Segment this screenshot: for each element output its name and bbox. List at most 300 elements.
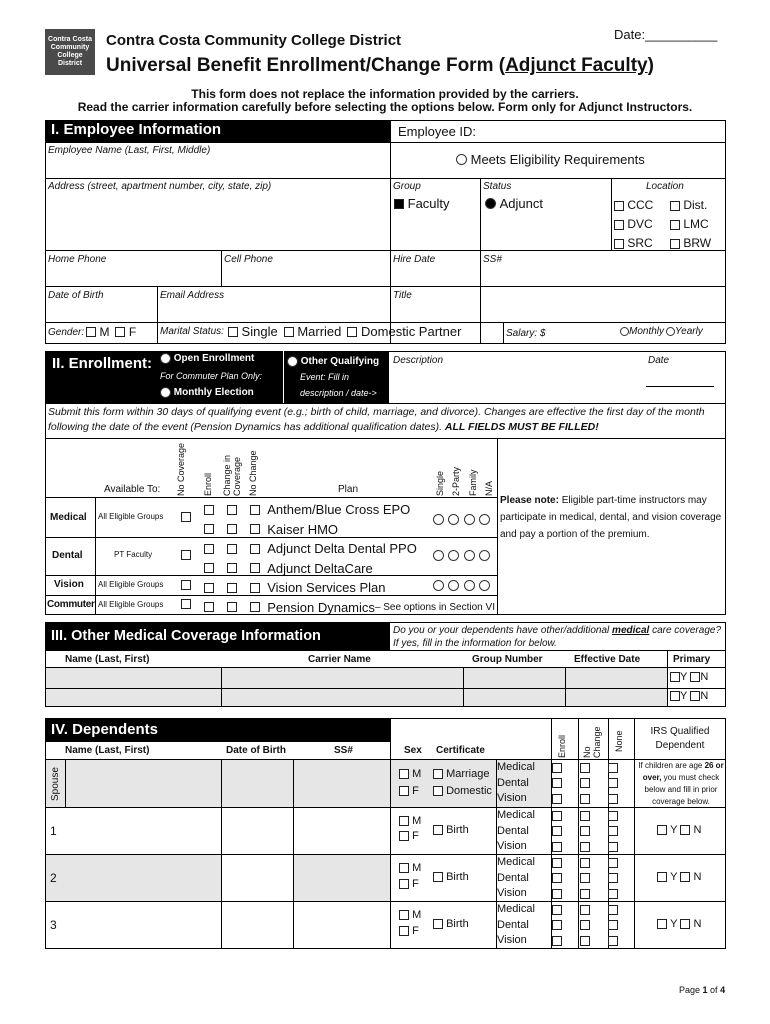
question-underlined: medical [612, 625, 650, 636]
sec3-row-2[interactable] [46, 689, 667, 706]
pension-change-checkbox[interactable] [227, 602, 237, 612]
dental-category: Dental [52, 550, 83, 561]
pension-plan-label: Pension Dynamics [267, 599, 375, 615]
dep2-sex-f [399, 878, 419, 890]
monthly-election-radio[interactable] [160, 387, 171, 398]
dental-no-coverage-checkbox[interactable] [181, 550, 191, 560]
question-part-1: Do you or your dependents have other/additional [393, 625, 613, 636]
sec3-row1-n-checkbox[interactable] [690, 672, 700, 682]
dep1-cert-birth [433, 824, 469, 836]
dependent-2-row[interactable] [46, 855, 221, 901]
medical-label: Medical [497, 809, 535, 821]
vision-2party-radio[interactable] [448, 580, 459, 591]
location-ccc[interactable] [614, 196, 670, 215]
single-label: Single [241, 324, 278, 339]
delta-ppo-enroll-checkbox[interactable] [204, 544, 214, 554]
dep2-vision-enroll[interactable] [552, 889, 562, 899]
married-label: Married [297, 324, 342, 339]
title-main: Universal Benefit Enrollment/Change Form ( [106, 55, 506, 76]
dental-label: Dental [497, 871, 529, 884]
dep1-medical-none[interactable] [608, 811, 618, 821]
group-label: Group [393, 181, 421, 192]
section-2-title: II. Enrollment: [52, 355, 153, 372]
vision-label: Vision [497, 792, 527, 804]
plan-row-pension [204, 598, 495, 618]
spouse-note [637, 760, 725, 808]
faculty-label: Faculty [407, 196, 450, 211]
col-no-coverage: No Coverage [176, 442, 186, 496]
dep3-sex-f [399, 925, 419, 937]
address-label: Address (street, apartment number, city, state, zip) [48, 181, 272, 192]
dep1-dental-none[interactable] [608, 826, 618, 836]
eligibility-radio[interactable] [456, 154, 467, 165]
marriage-checkbox[interactable] [433, 769, 443, 779]
birth-label: Birth [446, 871, 469, 883]
dep3-f-checkbox[interactable] [399, 926, 409, 936]
dep2-irs-n[interactable] [680, 872, 690, 882]
section-4-title: IV. Dependents [45, 718, 391, 742]
vision-no-coverage-checkbox[interactable] [181, 580, 191, 590]
gender-f-label: F [128, 325, 137, 339]
vision-enroll-checkbox[interactable] [204, 583, 214, 593]
submit-text: Submit this form within 30 days of qualifying event (e.g.; birth of child, marriage, and divorce). Changes are effective the first day of the month following the date of the event (Pension Dynamics has additional qualification dates). [48, 406, 705, 433]
gender-f-checkbox[interactable] [115, 327, 125, 337]
section-1-title: I. Employee Information [45, 120, 391, 142]
spouse-vision-nochange[interactable] [580, 794, 590, 804]
dep2-dental-none[interactable] [608, 873, 618, 883]
anthem-plan-label: Anthem/Blue Cross EPO [267, 502, 411, 517]
dep3-m-checkbox[interactable] [399, 910, 409, 920]
src-checkbox[interactable] [614, 239, 624, 249]
spouse-cert-marriage [433, 768, 489, 780]
f-label: F [412, 878, 419, 890]
deltacare-no-change-checkbox[interactable] [250, 563, 260, 573]
anthem-family-radio[interactable] [464, 514, 475, 525]
vision-category: Vision [54, 579, 84, 590]
vision-label: Vision [497, 934, 527, 946]
medical-label: Medical [497, 903, 535, 915]
domestic-cert-checkbox[interactable] [433, 786, 443, 796]
dob-label: Date of Birth [48, 290, 104, 301]
f-label: F [412, 830, 419, 842]
sec4-col-none: None [614, 730, 624, 752]
dep3-irs-n[interactable] [680, 919, 690, 929]
title-underlined: Adjunct Faculty [505, 55, 648, 76]
adjunct-label: Adjunct [499, 196, 543, 211]
dep2-irs-y[interactable] [657, 872, 667, 882]
dep1-medical-enroll[interactable] [552, 811, 562, 821]
n-label: N [700, 690, 709, 702]
lmc-checkbox[interactable] [670, 220, 680, 230]
delta-2party-radio[interactable] [448, 550, 459, 561]
sec4-col-no-change: No Change [582, 726, 602, 758]
vision-label: Vision [497, 887, 527, 899]
status-label: Status [483, 181, 512, 192]
eligibility-option[interactable] [456, 152, 645, 167]
col-2party: 2-Party [451, 466, 461, 496]
medical-available: All Eligible Groups [98, 512, 164, 521]
gender-m-checkbox[interactable] [86, 327, 96, 337]
section-3-title: III. Other Medical Coverage Information [45, 622, 390, 650]
gender-m-label: M [99, 325, 110, 339]
delta-family-radio[interactable] [464, 550, 475, 561]
col-no-change: No Change [248, 450, 258, 496]
anthem-no-change-checkbox[interactable] [250, 505, 260, 515]
dep2-dental-enroll[interactable] [552, 873, 562, 883]
dental-label: Dental [497, 776, 529, 789]
coverage-radios [433, 510, 490, 530]
dep3-vision-enroll[interactable] [552, 936, 562, 946]
available-to-header: Available To: [104, 484, 161, 495]
spouse-dental-none[interactable] [608, 778, 618, 788]
page-total: 4 [720, 985, 726, 995]
sec4-col-enroll: Enroll [557, 734, 567, 758]
monthly-election-option[interactable] [160, 387, 254, 398]
adjunct-radio[interactable] [485, 198, 496, 209]
brw-label: BRW [683, 236, 712, 250]
y-label: Y [680, 690, 688, 702]
spouse-dental-enroll[interactable] [552, 778, 562, 788]
dvc-label: DVC [627, 217, 653, 231]
dep3-dental-enroll[interactable] [552, 920, 562, 930]
dep1-m-checkbox[interactable] [399, 816, 409, 826]
spouse-vision-none[interactable] [608, 794, 618, 804]
domestic-label: Domestic Partner [361, 324, 462, 339]
dep1-medical-nochange[interactable] [580, 811, 590, 821]
marital-label: Marital Status: [160, 326, 224, 337]
other-qualifying-option[interactable] [287, 356, 379, 367]
location-label: Location [646, 181, 684, 192]
kaiser-plan-label: Kaiser HMO [267, 521, 339, 537]
pension-note: – See options in Section VI [374, 601, 495, 613]
location-dvc[interactable] [614, 215, 670, 234]
dep1-sex-f [399, 830, 419, 842]
note-bold: Please note: [500, 495, 559, 506]
commuter-no-coverage-checkbox[interactable] [181, 599, 191, 609]
commuter-only-note: For Commuter Plan Only: [160, 371, 263, 381]
note-text: Eligible part-time instructors may participate in medical, dental, and vision coverage and pay a portion of the premium. [500, 495, 722, 540]
dep2-dental-nochange[interactable] [580, 873, 590, 883]
dep1-vision-enroll[interactable] [552, 842, 562, 852]
y-label: Y [670, 918, 678, 930]
sec3-col-name: Name (Last, First) [65, 654, 150, 665]
sec3-row1-y-checkbox[interactable] [670, 672, 680, 682]
vision-plan-label: Vision Services Plan [267, 580, 386, 595]
monthly-election-label: Monthly Election [173, 387, 254, 398]
dependent-3-number: 3 [50, 918, 57, 932]
dep2-medical-none[interactable] [608, 858, 618, 868]
title-label: Title [393, 290, 412, 301]
dep1-vision-nochange[interactable] [580, 842, 590, 852]
col-single: Single [435, 470, 445, 496]
page-of: of [707, 985, 721, 995]
dep3-medical-none[interactable] [608, 905, 618, 915]
kaiser-enroll-checkbox[interactable] [204, 524, 214, 534]
email-label: Email Address [160, 290, 225, 301]
sec3-primary-1 [670, 671, 708, 683]
section-3-question [393, 624, 723, 650]
col-change: Change in Coverage [222, 454, 242, 496]
col-plan: Plan [338, 484, 359, 495]
sec3-row2-n-checkbox[interactable] [690, 691, 700, 701]
dep2-f-checkbox[interactable] [399, 879, 409, 889]
date-label: Date [648, 355, 670, 366]
sec3-primary-2 [670, 690, 708, 702]
col-na: N/A [484, 480, 494, 496]
m-label: M [412, 815, 422, 827]
delta-ppo-change-checkbox[interactable] [227, 544, 237, 554]
logo-line-1: Contra Costa [48, 36, 92, 43]
dep3-cert-birth [433, 918, 469, 930]
dep3-medical-nochange[interactable] [580, 905, 590, 915]
dep3-birth-checkbox[interactable] [433, 919, 443, 929]
dep1-irs-n[interactable] [680, 825, 690, 835]
y-label: Y [680, 671, 688, 683]
spouse-cert-domestic [433, 785, 492, 797]
form-title [106, 55, 654, 77]
location-grid [614, 196, 724, 253]
spouse-medical-enroll[interactable] [552, 763, 562, 773]
yearly-label: Yearly [675, 326, 703, 337]
sec4-col-name: Name (Last, First) [65, 745, 150, 756]
salary-label: Salary: $ [506, 328, 546, 339]
dep3-coverage [497, 902, 618, 949]
note-c: you must check below and fill in prior coverage below. [644, 773, 720, 806]
employee-name-label: Employee Name (Last, First, Middle) [48, 145, 211, 156]
dep2-vision-none[interactable] [608, 889, 618, 899]
page-label: Page [679, 985, 703, 995]
dental-label: Dental [497, 824, 529, 837]
note-b: 26 or over, [642, 761, 724, 782]
spouse-label: Spouse [50, 767, 61, 801]
sec3-row-1[interactable] [46, 668, 667, 688]
domestic-checkbox[interactable] [347, 327, 357, 337]
notice-line-2: Read the carrier information carefully before selecting the options below. Form only for Adjunct Instructors. [77, 100, 693, 114]
dep1-dental-nochange[interactable] [580, 826, 590, 836]
dep2-medical-nochange[interactable] [580, 858, 590, 868]
married-checkbox[interactable] [284, 327, 294, 337]
ccc-label: CCC [627, 198, 654, 212]
dep2-sex-m [399, 862, 421, 874]
commuter-available: All Eligible Groups [98, 600, 164, 609]
delta-na-radio[interactable] [479, 550, 490, 561]
dep1-vision-none[interactable] [608, 842, 618, 852]
org-name: Contra Costa Community College District [106, 32, 402, 49]
spouse-m-checkbox[interactable] [399, 769, 409, 779]
dep2-medical-enroll[interactable] [552, 858, 562, 868]
src-label: SRC [627, 236, 653, 250]
dep3-vision-none[interactable] [608, 936, 618, 946]
sec3-col-primary: Primary [673, 654, 711, 665]
vision-coverage [433, 577, 490, 595]
medical-no-coverage-checkbox[interactable] [181, 512, 191, 522]
single-checkbox[interactable] [228, 327, 238, 337]
eligibility-label: Meets Eligibility Requirements [470, 152, 645, 167]
date-field[interactable]: Date:__________ [614, 27, 718, 42]
marriage-label: Marriage [446, 768, 490, 780]
sec3-col-carrier: Carrier Name [308, 654, 371, 665]
spouse-medical-none[interactable] [608, 763, 618, 773]
brw-checkbox[interactable] [670, 239, 680, 249]
n-label: N [700, 671, 709, 683]
dep1-dental-enroll[interactable] [552, 826, 562, 836]
dental-label: Dental [497, 918, 529, 931]
vision-available: All Eligible Groups [98, 580, 164, 589]
logo-line-2: Community [50, 44, 90, 51]
deltacare-enroll-checkbox[interactable] [204, 563, 214, 573]
dependent-2-number: 2 [50, 871, 57, 885]
spouse-medical-nochange[interactable] [580, 763, 590, 773]
vision-change-checkbox[interactable] [227, 583, 237, 593]
other-qualifying-label: Other Qualifying [300, 356, 380, 367]
dep2-birth-checkbox[interactable] [433, 872, 443, 882]
sec4-col-irs: IRS Qualified Dependent [650, 726, 710, 751]
marital-row [160, 324, 461, 339]
delta-ppo-no-change-checkbox[interactable] [250, 544, 260, 554]
col-enroll: Enroll [203, 472, 213, 496]
dep3-dental-nochange[interactable] [580, 920, 590, 930]
ssn-label: SS# [483, 254, 502, 265]
dep2-vision-nochange[interactable] [580, 889, 590, 899]
vision-label: Vision [497, 840, 527, 852]
medical-category: Medical [50, 512, 87, 523]
lmc-label: LMC [683, 217, 709, 231]
dvc-checkbox[interactable] [614, 220, 624, 230]
description-label: Description [393, 355, 444, 366]
monthly-label: Monthly [629, 326, 665, 337]
dist-checkbox[interactable] [670, 201, 680, 211]
home-phone-label: Home Phone [48, 254, 107, 265]
anthem-single-radio[interactable] [433, 514, 444, 525]
sec3-col-effective: Effective Date [574, 654, 641, 665]
col-family: Family [468, 469, 478, 496]
birth-label: Birth [446, 918, 469, 930]
n-label: N [693, 871, 702, 883]
dep3-irs [657, 918, 701, 930]
vision-family-radio[interactable] [464, 580, 475, 591]
vision-single-radio[interactable] [433, 580, 444, 591]
sec3-col-group: Group Number [472, 654, 543, 665]
dep1-irs [657, 824, 701, 836]
dep3-dental-none[interactable] [608, 920, 618, 930]
commuter-category: Commuter [47, 599, 95, 610]
dep2-cert-birth [433, 871, 469, 883]
m-label: M [412, 862, 422, 874]
open-enrollment-radio[interactable] [160, 353, 171, 364]
pension-enroll-checkbox[interactable] [204, 602, 214, 612]
deltacare-change-checkbox[interactable] [227, 563, 237, 573]
y-label: Y [670, 824, 678, 836]
dep3-irs-y[interactable] [657, 919, 667, 929]
domestic-cert-label: Domestic [446, 785, 492, 797]
status-adjunct[interactable] [485, 196, 543, 211]
dep2-coverage [497, 855, 618, 902]
note-a: If children are age [638, 761, 705, 770]
page-number [679, 985, 725, 995]
other-qualifying-radio[interactable] [287, 356, 298, 367]
question-part-2: care coverage? If yes, fill in the information for below. [393, 625, 722, 649]
gender-row [48, 325, 136, 339]
location-dist[interactable] [670, 196, 707, 215]
logo-line-3: College District [57, 52, 83, 67]
please-note [500, 492, 722, 543]
vision-na-radio[interactable] [479, 580, 490, 591]
desc-date-note: description / date-> [300, 388, 377, 398]
anthem-2party-radio[interactable] [448, 514, 459, 525]
group-faculty[interactable] [394, 196, 450, 211]
delta-single-radio[interactable] [433, 550, 444, 561]
vision-no-change-checkbox[interactable] [250, 583, 260, 593]
medical-label: Medical [497, 761, 535, 773]
anthem-enroll-checkbox[interactable] [204, 505, 214, 515]
yearly-radio[interactable] [666, 327, 675, 336]
pension-no-change-checkbox[interactable] [250, 602, 260, 612]
spouse-vision-enroll[interactable] [552, 794, 562, 804]
event-fill-note: Event: Fill in [300, 372, 350, 382]
spouse-sex-m [399, 768, 421, 780]
page-current: 1 [702, 985, 708, 995]
gender-label: Gender: [48, 326, 85, 338]
location-lmc[interactable] [670, 215, 709, 234]
anthem-coverage [433, 510, 490, 530]
dep1-birth-checkbox[interactable] [433, 825, 443, 835]
dep3-sex-m [399, 909, 421, 921]
dep3-medical-enroll[interactable] [552, 905, 562, 915]
dep3-vision-nochange[interactable] [580, 936, 590, 946]
ccc-checkbox[interactable] [614, 201, 624, 211]
monthly-radio[interactable] [620, 327, 629, 336]
open-enrollment-option[interactable] [160, 353, 254, 364]
pay-frequency [620, 326, 703, 337]
delta-ppo-plan-label: Adjunct Delta Dental PPO [267, 541, 417, 556]
spouse-coverage [497, 760, 618, 807]
n-label: N [693, 824, 702, 836]
cell-phone-label: Cell Phone [224, 254, 273, 265]
faculty-checkbox[interactable] [394, 199, 404, 209]
spouse-row[interactable] [46, 760, 390, 807]
anthem-change-checkbox[interactable] [227, 505, 237, 515]
dental-available: PT Faculty [114, 550, 153, 559]
kaiser-no-change-checkbox[interactable] [250, 524, 260, 534]
dep2-irs [657, 871, 701, 883]
m-label: M [412, 768, 422, 780]
sec4-col-ssn: SS# [334, 745, 353, 756]
n-label: N [693, 918, 702, 930]
anthem-na-radio[interactable] [479, 514, 490, 525]
employee-id-field[interactable]: Employee ID: [398, 124, 477, 139]
dep2-m-checkbox[interactable] [399, 863, 409, 873]
spouse-dental-nochange[interactable] [580, 778, 590, 788]
kaiser-change-checkbox[interactable] [227, 524, 237, 534]
f-label: F [412, 925, 419, 937]
district-logo [45, 29, 95, 75]
dep1-irs-y[interactable] [657, 825, 667, 835]
submit-instructions [48, 405, 724, 435]
y-label: Y [670, 871, 678, 883]
medical-label: Medical [497, 856, 535, 868]
dep1-f-checkbox[interactable] [399, 831, 409, 841]
sec4-col-cert: Certificate [436, 745, 485, 756]
submit-bold: ALL FIELDS MUST BE FILLED! [444, 421, 599, 433]
spouse-f-checkbox[interactable] [399, 786, 409, 796]
sec4-col-dob: Date of Birth [226, 745, 286, 756]
sec3-row2-y-checkbox[interactable] [670, 691, 680, 701]
spouse-sex-f [399, 785, 419, 797]
title-end: ) [647, 55, 654, 76]
deltacare-plan-label: Adjunct DeltaCare [267, 560, 373, 576]
birth-label: Birth [446, 824, 469, 836]
open-enrollment-label: Open Enrollment [173, 353, 255, 364]
